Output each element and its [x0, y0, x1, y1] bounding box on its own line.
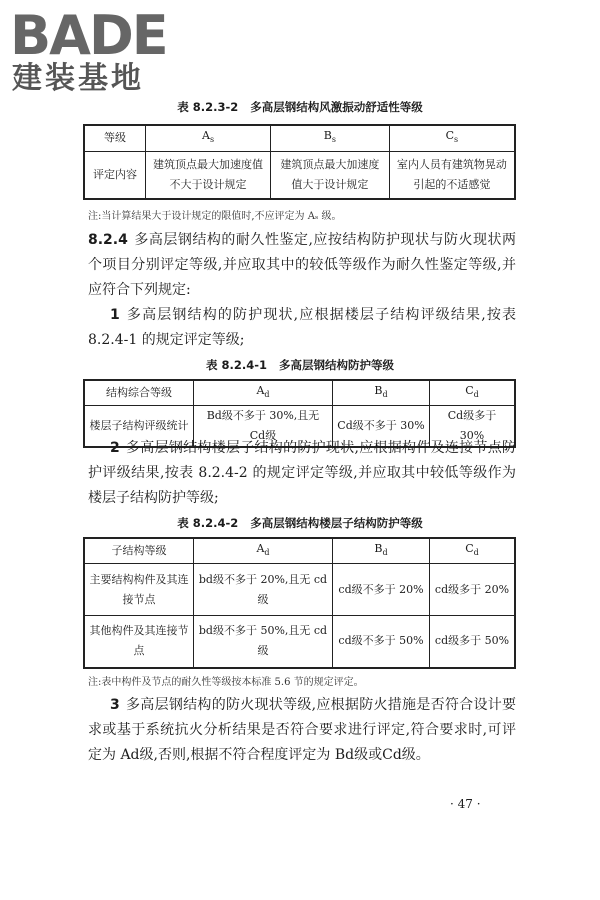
table-cell: 建筑顶点最大加速度值不大于设计规定	[146, 151, 271, 199]
table1-caption	[0, 99, 600, 115]
table-cell: bd级不多于 20%,且无 cd级	[194, 564, 333, 616]
table2-caption-number: 表 8.2.4-1	[205, 358, 268, 372]
table-header-cell: $C_s$	[389, 125, 515, 151]
clause-text: 多高层钢结构的耐久性鉴定,应按结构防护现状与防火现状两个项目分别评定等级,并应取其中的较低等级作为耐久性鉴定等级,并应符合下列规定:	[88, 232, 516, 298]
table1-note: 注:当计算结果大于设计规定的限值时,不应评定为 Aₛ 级。	[88, 211, 342, 222]
table-cell: Cd级多于 30%	[430, 406, 516, 448]
table-cell: cd级多于 50%	[430, 616, 516, 668]
table-cell: cd级不多于 50%	[333, 616, 430, 668]
table-cell: cd级多于 20%	[430, 564, 516, 616]
table1-caption-title: 多高层钢结构风激振动舒适性等级	[250, 100, 423, 114]
table-header-cell: $B_d$	[333, 380, 430, 406]
item-2	[88, 436, 516, 511]
item-text: 多高层钢结构楼层子结构的防护现状,应根据构件及连接节点防护评级结果,按表 8.2.4-2 的规定评定等级,并应取其中较低等级作为楼层子结构防护等级;	[88, 440, 516, 506]
table-header-row	[84, 125, 515, 151]
clause-number: 8.2.4	[88, 232, 128, 248]
table-row	[84, 151, 515, 199]
item-text: 多高层钢结构的防护现状,应根据楼层子结构评级结果,按表 8.2.4-1 的规定评定等级;	[88, 307, 516, 348]
logo-letters: BADE	[10, 4, 167, 67]
table-header-cell: $A_s$	[146, 125, 271, 151]
table3-caption-number: 表 8.2.4-2	[177, 516, 239, 530]
table3-note: 注:表中构件及节点的耐久性等级按本标准 5.6 节的规定评定。	[88, 677, 364, 688]
table-cell: 建筑顶点最大加速度值大于设计规定	[271, 151, 390, 199]
table-header-cell: 子结构等级	[84, 538, 194, 564]
item-3	[88, 693, 516, 768]
item-number: 1	[110, 307, 120, 323]
table-header-cell: $A_d$	[194, 380, 333, 406]
table-cell: Cd级不多于 30%	[333, 406, 430, 448]
table-row-label: 评定内容	[84, 151, 146, 199]
table-row	[84, 616, 515, 668]
table-row-label: 其他构件及其连接节点	[84, 616, 194, 668]
table-row	[84, 564, 515, 616]
item-number: 3	[110, 697, 120, 713]
item-number: 2	[110, 440, 120, 456]
table-cell: 室内人员有建筑物晃动引起的不适感觉	[389, 151, 515, 199]
table-header-cell: $A_d$	[194, 538, 333, 564]
logo-subtitle: 建装基地	[12, 61, 144, 94]
table-8-2-4-2	[83, 537, 516, 669]
table-header-cell: 结构综合等级	[84, 380, 194, 406]
table-8-2-3-2	[83, 124, 516, 200]
item-1	[88, 303, 516, 353]
table2-caption-title: 多高层钢结构防护等级	[279, 358, 395, 372]
table-header-cell: $B_s$	[271, 125, 390, 151]
table-cell: bd级不多于 50%,且无 cd级	[194, 616, 333, 668]
table3-caption-title: 多高层钢结构楼层子结构防护等级	[250, 516, 423, 530]
table-cell: Bd级不多于 30%,且无 Cd级	[194, 406, 333, 448]
table-header-cell: $B_d$	[333, 538, 430, 564]
table2-caption	[0, 357, 600, 373]
table-header-cell: $C_d$	[430, 538, 516, 564]
table-header-cell: $C_d$	[430, 380, 516, 406]
table-header-row	[84, 380, 515, 406]
item-text: 多高层钢结构的防火现状等级,应根据防火措施是否符合设计要求或基于系统抗火分析结果是否符合要求进行评定,符合要求时,可评定为 Ad级,否则,根据不符合程度评定为 Bd级或Cd级。	[88, 697, 516, 763]
table-row-label: 主要结构构件及其连接节点	[84, 564, 194, 616]
bade-logo	[8, 4, 183, 94]
table3-caption	[0, 515, 600, 531]
table-header-cell: 等级	[84, 125, 146, 151]
page-number: · 47 ·	[450, 797, 481, 811]
table-header-row	[84, 538, 515, 564]
clause-8-2-4	[88, 228, 516, 303]
table-row-label: 楼层子结构评级统计	[84, 406, 194, 448]
table1-caption-number: 表 8.2.3-2	[177, 100, 239, 114]
table-cell: cd级不多于 20%	[333, 564, 430, 616]
